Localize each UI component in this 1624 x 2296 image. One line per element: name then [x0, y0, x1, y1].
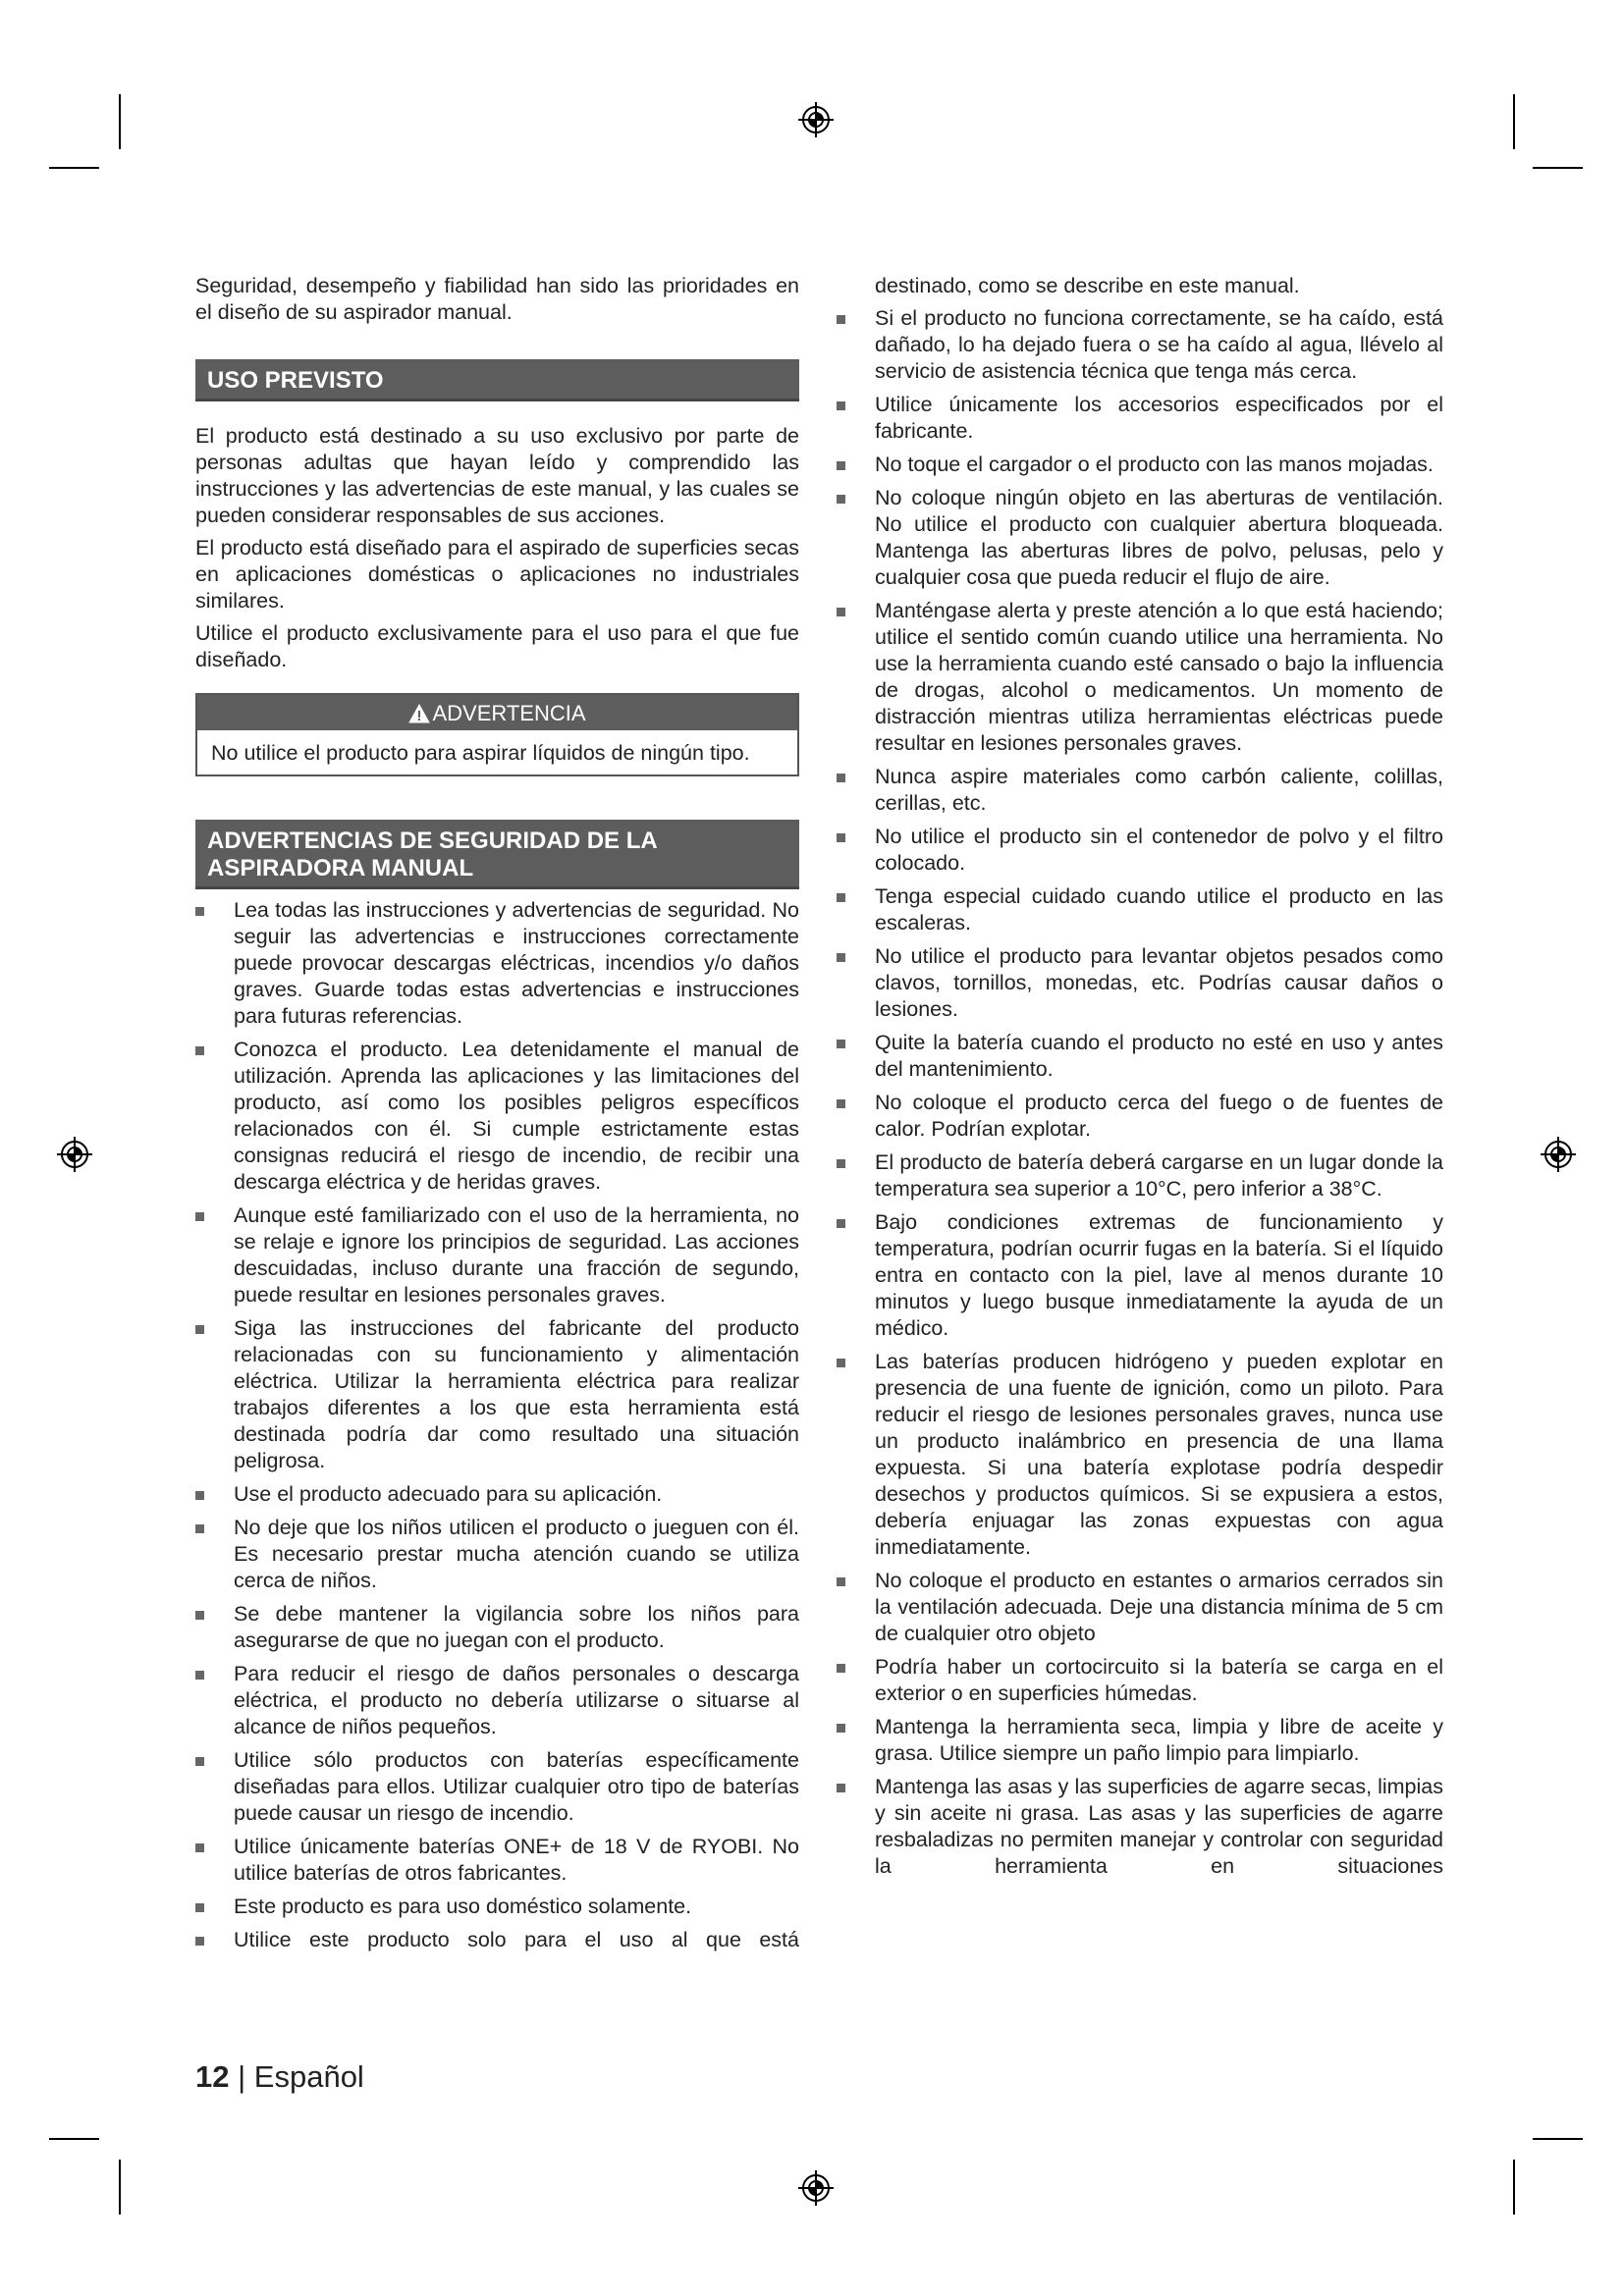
bullet-square-icon — [195, 1611, 204, 1620]
safety-list-left — [195, 897, 799, 1953]
list-item: No deje que los niños utilicen el producto o jueguen con él. Es necesario prestar mucha atención cuando se utiliza cerca de niños. — [195, 1515, 799, 1594]
left-column — [195, 273, 799, 1960]
bullet-square-icon — [195, 1046, 204, 1055]
list-item: Si el producto no funciona correctamente, se ha caído, está dañado, lo ha dejado fuera o se ha caído al agua, llévelo al servicio de asistencia técnica que tenga más cerca. — [837, 305, 1443, 385]
warning-box — [195, 693, 799, 776]
list-item: Utilice únicamente baterías ONE+ de 18 V de RYOBI. No utilice baterías de otros fabricantes. — [195, 1834, 799, 1887]
bullet-square-icon — [195, 1325, 204, 1334]
bullet-square-icon — [195, 1903, 204, 1912]
list-item: No utilice el producto sin el contenedor de polvo y el filtro colocado. — [837, 824, 1443, 877]
crop-mark — [119, 94, 121, 149]
bullet-square-icon — [837, 495, 845, 504]
crop-mark — [1513, 94, 1515, 149]
list-item: Conozca el producto. Lea detenidamente el manual de utilización. Aprenda las aplicaciones y las limitaciones del producto, así como los posibles peligros específicos relacionados con él. Si cumple estrictamente estas consignas reducirá el riesgo de incendio, de recibir una descarga eléctrica y de heridas graves. — [195, 1037, 799, 1196]
crop-mark — [1533, 167, 1583, 169]
uso-previsto-paragraph: El producto está destinado a su uso exclusivo por parte de personas adultas que hayan leído y comprendido las instrucciones y las advertencias de este manual, y las cuales se pueden considerar responsables de sus acciones. — [195, 424, 799, 527]
list-item: Este producto es para uso doméstico solamente. — [195, 1894, 799, 1920]
bullet-square-icon — [837, 608, 845, 616]
bullet-square-icon — [837, 893, 845, 902]
list-item: Manténgase alerta y preste atención a lo que está haciendo; utilice el sentido común cuando utilice una herramienta. No use la herramienta cuando esté cansado o bajo la influencia de drogas, alcohol o medicamentos. Un momento de distracción mientras utiliza herramientas eléctricas puede resultar en lesiones personales graves. — [837, 598, 1443, 757]
list-item: Use el producto adecuado para su aplicación. — [195, 1481, 799, 1508]
safety-list-right — [837, 305, 1443, 1880]
crop-mark — [1533, 2138, 1583, 2140]
list-item: Se debe mantener la vigilancia sobre los niños para asegurarse de que no juegan con el producto. — [195, 1601, 799, 1654]
bullet-square-icon — [837, 1577, 845, 1586]
bullet-square-icon — [837, 461, 845, 470]
bullet-square-icon — [837, 833, 845, 842]
list-item: Lea todas las instrucciones y advertencias de seguridad. No seguir las advertencias e instrucciones correctamente puede provocar descargas eléctricas, incendios y/o daños graves. Guarde todas estas advertencias e instrucciones para futuras referencias. — [195, 897, 799, 1030]
footer-separator: | — [238, 2059, 246, 2094]
bullet-square-icon — [837, 1159, 845, 1168]
warning-text: No utilice el producto para aspirar líquidos de ningún tipo. — [211, 741, 750, 765]
list-item: Mantenga las asas y las superficies de agarre secas, limpias y sin aceite ni grasa. Las asas y las superficies de agarre resbaladizas no permiten manejar y controlar con seguridad la herramienta en situaciones — [837, 1774, 1443, 1880]
warning-triangle-icon — [408, 704, 430, 723]
bullet-square-icon — [837, 1099, 845, 1108]
registration-mark-icon — [797, 2169, 835, 2207]
footer-language: Español — [253, 2059, 364, 2094]
crop-mark — [49, 167, 99, 169]
bullet-square-icon — [195, 1671, 204, 1680]
uso-previsto-paragraph: Utilice el producto exclusivamente para el uso para el que fue diseñado. — [195, 621, 799, 671]
bullet-square-icon — [195, 1843, 204, 1852]
list-item: No coloque el producto en estantes o armarios cerrados sin la ventilación adecuada. Deje una distancia mínima de 5 cm de cualquier otro objeto — [837, 1568, 1443, 1647]
bullet-square-icon — [837, 953, 845, 962]
list-item: Tenga especial cuidado cuando utilice el producto en las escaleras. — [837, 883, 1443, 936]
registration-mark-icon — [797, 101, 835, 138]
list-item: Para reducir el riesgo de daños personales o descarga eléctrica, el producto no debería utilizarse o situarse al alcance de niños pequeños. — [195, 1661, 799, 1740]
uso-previsto-heading: USO PREVISTO — [195, 359, 799, 401]
list-item: No toque el cargador o el producto con las manos mojadas. — [837, 452, 1443, 478]
bullet-square-icon — [837, 1784, 845, 1792]
bullet-square-icon — [195, 1937, 204, 1946]
list-item: No coloque ningún objeto en las aberturas de ventilación. No utilice el producto con cualquier abertura bloqueada. Mantenga las aberturas libres de polvo, pelusas, pelo y cualquier cosa que pueda reducir el flujo de aire. — [837, 485, 1443, 591]
crop-mark — [49, 2138, 99, 2140]
safety-heading: ADVERTENCIAS DE SEGURIDAD DE LA ASPIRADORA MANUAL — [195, 820, 799, 889]
list-item: Utilice sólo productos con baterías específicamente diseñadas para ellos. Utilizar cualquier otro tipo de baterías puede causar un riesgo de incendio. — [195, 1747, 799, 1827]
bullet-square-icon — [195, 1491, 204, 1500]
registration-mark-icon — [1540, 1136, 1577, 1173]
list-item: Las baterías producen hidrógeno y pueden explotar en presencia de una fuente de ignición, como un piloto. Para reducir el riesgo de lesiones personales graves, nunca use un producto inalámbrico en presencia de una llama expuesta. Si una batería explotase podría despedir desechos y productos químicos. Si se expusiera a estos, debería enjuagar las zonas expuestas con agua inmediatamente. — [837, 1349, 1443, 1561]
uso-previsto-paragraph: El producto está diseñado para el aspirado de superficies secas en aplicaciones domésticas o aplicaciones no industriales similares. — [195, 536, 799, 613]
list-item: No utilice el producto para levantar objetos pesados como clavos, tornillos, monedas, etc. Podrías causar daños o lesiones. — [837, 943, 1443, 1023]
warning-title: ADVERTENCIA — [432, 701, 586, 725]
list-item: Utilice este producto solo para el uso al que está — [195, 1927, 799, 1953]
intro-text: Seguridad, desempeño y fiabilidad han sido las prioridades en el diseño de su aspirador manual. — [195, 274, 799, 324]
list-item: Mantenga la herramienta seca, limpia y libre de aceite y grasa. Utilice siempre un paño limpio para limpiarlo. — [837, 1714, 1443, 1767]
page-number: 12 — [195, 2059, 230, 2094]
list-item: El producto de batería deberá cargarse en un lugar donde la temperatura sea superior a 10°C, pero inferior a 38°C. — [837, 1149, 1443, 1202]
list-item: Podría haber un cortocircuito si la batería se carga en el exterior o en superficies húmedas. — [837, 1654, 1443, 1707]
bullet-square-icon — [195, 1524, 204, 1533]
registration-mark-icon — [56, 1136, 93, 1173]
right-column — [837, 273, 1443, 1887]
bullet-square-icon — [195, 1212, 204, 1221]
bullet-square-icon — [837, 1040, 845, 1048]
warning-header — [197, 695, 797, 730]
bullet-square-icon — [195, 1757, 204, 1766]
list-item: Aunque esté familiarizado con el uso de la herramienta, no se relaje e ignore los principios de seguridad. Las acciones descuidadas, incluso durante una fracción de segundo, puede resultar en lesiones personales graves. — [195, 1202, 799, 1308]
crop-mark — [119, 2160, 121, 2215]
page-footer — [195, 2059, 364, 2095]
bullet-square-icon — [837, 774, 845, 782]
bullet-square-icon — [837, 1664, 845, 1673]
list-item: Nunca aspire materiales como carbón caliente, colillas, cerillas, etc. — [837, 764, 1443, 817]
crop-mark — [1513, 2160, 1515, 2215]
list-item: Bajo condiciones extremas de funcionamiento y temperatura, podrían ocurrir fugas en la batería. Si el líquido entra en contacto con la piel, lave al menos durante 10 minutos y luego busque inmediatamente la ayuda de un médico. — [837, 1209, 1443, 1342]
list-item: Quite la batería cuando el producto no esté en uso y antes del mantenimiento. — [837, 1030, 1443, 1083]
list-item: Siga las instrucciones del fabricante del producto relacionadas con su funcionamiento y alimentación eléctrica. Utilizar la herramienta eléctrica para realizar trabajos diferentes a los que esta herramienta está destinada podría dar como resultado una situación peligrosa. — [195, 1315, 799, 1474]
bullet-square-icon — [837, 1359, 845, 1367]
list-item: No coloque el producto cerca del fuego o de fuentes de calor. Podrían explotar. — [837, 1090, 1443, 1143]
bullet-square-icon — [837, 401, 845, 410]
list-continuation: destinado, como se describe en este manual. — [875, 274, 1300, 297]
bullet-square-icon — [195, 907, 204, 916]
bullet-square-icon — [837, 1724, 845, 1733]
bullet-square-icon — [837, 315, 845, 324]
bullet-square-icon — [837, 1219, 845, 1228]
list-item: Utilice únicamente los accesorios especificados por el fabricante. — [837, 392, 1443, 445]
